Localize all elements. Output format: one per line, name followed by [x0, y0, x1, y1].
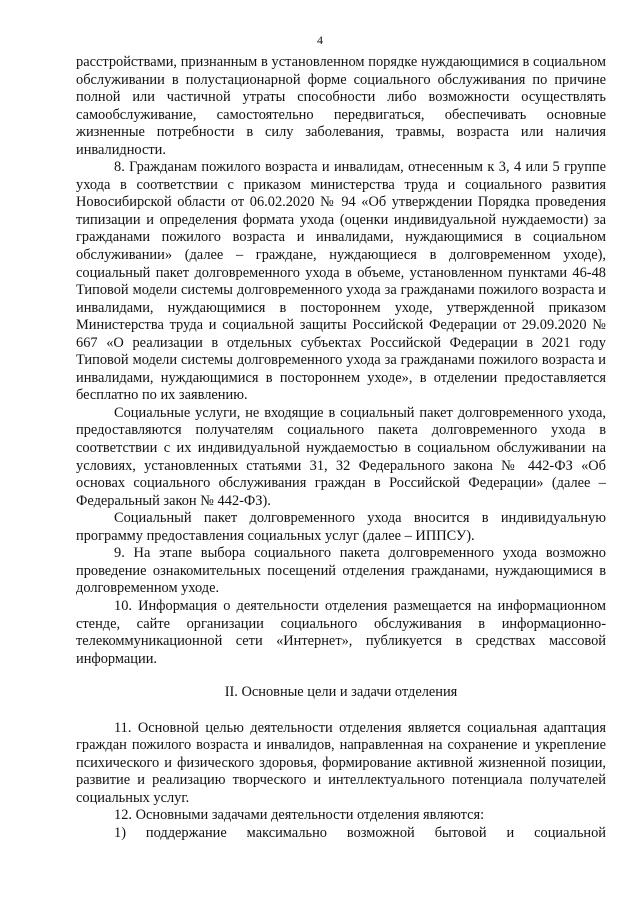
paragraph-12: 12. Основными задачами деятельности отделения являются:	[114, 807, 485, 824]
page-number: 4	[317, 33, 323, 47]
paragraph-social-package: Социальный пакет долговременного ухода вносится в индивидуальную программу предоставления социальных услуг (далее – ИППСУ).	[76, 510, 606, 544]
paragraph-social-services: Социальные услуги, не входящие в социальный пакет долговременного ухода, предоставляются получателям социального пакета долговременного ухода в соответствии с их индивидуальной нуждаемостью в социальном обслуживании на условиях, установленных статьями 31, 32 Федерального закона № 442-ФЗ «Об основах социального обслуживания граждан в Российской Федерации» (далее – Федеральный закон № 442-ФЗ).	[76, 404, 606, 509]
paragraph-continuation: расстройствами, признанным в установленном порядке нуждающимися в социальном обслуживании в полустационарной форме социального обслуживания по причине полной или частичной утраты способности либо возможности осуществлять самообслуживание, самостоятельно передвигаться, обеспечивать основные жизненные потребности в силу заболевания, травмы, возраста или наличия инвалидности.	[76, 54, 606, 158]
section-heading: II. Основные цели и задачи отделения	[224, 684, 458, 701]
paragraph-8: 8. Гражданам пожилого возраста и инвалидам, отнесенным к 3, 4 или 5 группе ухода в соответствии с приказом министерства труда и социального развития Новосибирской области от 06.02.2020 № 94 «Об утверждении Порядка проведения типизации и определения формата ухода (оценки индивидуальной нуждаемости) за гражданами пожилого возраста и инвалидами, нуждающимися в социальном обслуживании» (далее – граждане, нуждающиеся в долговременном уходе), социальный пакет долговременного ухода в объеме, установленном пунктами 46-48 Типовой модели системы долговременного ухода за гражданами пожилого возраста и инвалидами, нуждающимися в постороннем уходе, утвержденной приказом Министерства труда и социальной защиты Российской Федерации от 29.09.2020 № 667 «О реализации в отдельных субъектах Российской Федерации в 2021 году Типовой модели системы долговременного ухода за гражданами пожилого возраста и инвалидами, нуждающимися в постороннем уходе», в отделении предоставляется бесплатно по их заявлению.	[76, 159, 606, 404]
paragraph-10: 10. Информация о деятельности отделения размещается на информационном стенде, сайте организации социального обслуживания в информационно-телекоммуникационной сети «Интернет», публикуется в средствах массовой информации.	[76, 597, 606, 667]
list-item-1: 1) поддержание максимально возможной бытовой и социальной	[114, 824, 606, 841]
paragraph-9: 9. На этапе выбора социального пакета долговременного ухода возможно проведение ознакомительных посещений отделения гражданами, нуждающимися в долговременном уходе.	[76, 545, 606, 597]
document-body	[76, 54, 606, 843]
paragraph-11: 11. Основной целью деятельности отделения является социальная адаптация граждан пожилого возраста и инвалидов, направленная на сохранение и укрепление психического и физического здоровья, формирование активной жизненной позиции, развитие и реализацию творческого и интеллектуального потенциала получателей социальных услуг.	[76, 719, 606, 806]
